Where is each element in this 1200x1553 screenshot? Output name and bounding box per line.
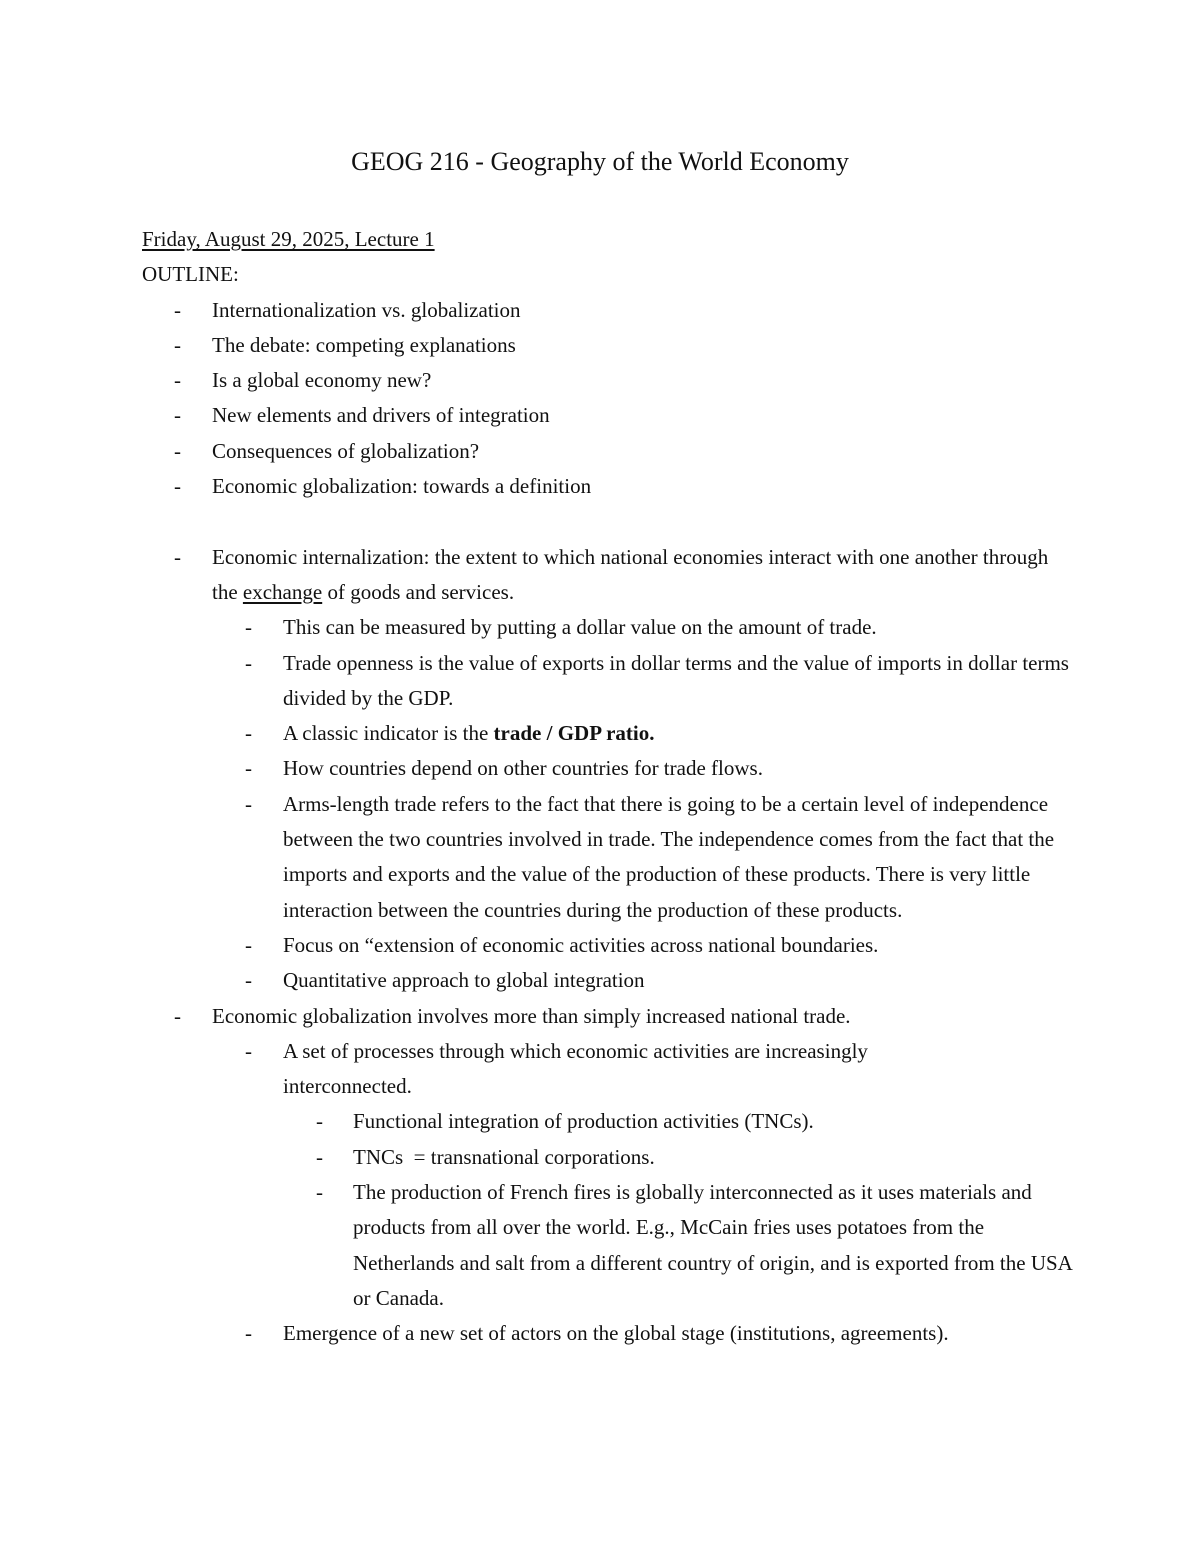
document-body — [142, 222, 1072, 1352]
bullet-dash: - — [174, 332, 181, 357]
bullet-dash: - — [245, 756, 252, 781]
bullet-dash: - — [316, 1109, 323, 1134]
note-globalization: - Economic globalization involves more than simply increased national trade. — [142, 999, 1072, 1034]
note-item: - A set of processes through which economic activities are increasingly interconnected. — [142, 1034, 1072, 1105]
note-item: - Arms-length trade refers to the fact that there is going to be a certain level of independence between the two countries involved in trade. The independence comes from the fact that the imports and exports and the value of the production of these products. There is very little interaction between the countries during the production of these products. — [142, 787, 1072, 928]
bullet-dash: - — [245, 968, 252, 993]
bullet-dash: - — [316, 1180, 323, 1205]
note-item: - Quantitative approach to global integration — [142, 963, 1072, 998]
bullet-dash: - — [174, 474, 181, 499]
outline-item: - The debate: competing explanations — [142, 328, 1072, 363]
note-item: - Emergence of a new set of actors on the global stage (institutions, agreements). — [142, 1316, 1072, 1351]
bullet-dash: - — [245, 791, 252, 816]
bullet-dash: - — [245, 1038, 252, 1063]
note-item: - This can be measured by putting a dollar value on the amount of trade. — [142, 610, 1072, 645]
bullet-dash: - — [174, 403, 181, 428]
note-item: - Focus on “extension of economic activities across national boundaries. — [142, 928, 1072, 963]
outline-item: - New elements and drivers of integration — [142, 398, 1072, 433]
note-subitem: - TNCs = transnational corporations. — [142, 1140, 1072, 1175]
document-title: GEOG 216 - Geography of the World Economy — [351, 147, 849, 176]
bullet-dash: - — [174, 438, 181, 463]
spacer — [142, 504, 1072, 539]
note-item: - Trade openness is the value of exports in dollar terms and the value of imports in dollar terms divided by the GDP. — [142, 646, 1072, 717]
note-internalization: - Economic internalization: the extent to which national economies interact with one another through the exchange of goods and services. — [142, 540, 1072, 611]
note-item: - A classic indicator is the trade / GDP ratio. — [142, 716, 1072, 751]
note-item: - How countries depend on other countries for trade flows. — [142, 751, 1072, 786]
bullet-dash: - — [316, 1144, 323, 1169]
bullet-dash: - — [245, 932, 252, 957]
bold-term: trade / GDP ratio. — [493, 721, 655, 746]
outline-label: OUTLINE: — [142, 262, 239, 287]
outline-item: - Economic globalization: towards a definition — [142, 469, 1072, 504]
bullet-dash: - — [245, 650, 252, 675]
outline-item: - Consequences of globalization? — [142, 434, 1072, 469]
bullet-dash: - — [174, 368, 181, 393]
bullet-dash: - — [174, 1003, 181, 1028]
outline-item: - Internationalization vs. globalization — [142, 293, 1072, 328]
bullet-dash: - — [245, 1321, 252, 1346]
bullet-dash: - — [174, 297, 181, 322]
bullet-dash: - — [245, 615, 252, 640]
lecture-date: Friday, August 29, 2025, Lecture 1 — [142, 227, 435, 251]
note-subitem: - The production of French fires is globally interconnected as it uses materials and products from all over the world. E.g., McCain fries uses potatoes from the Netherlands and salt from a different country of origin, and is exported from the USA or Canada. — [142, 1175, 1072, 1316]
outline-item: - Is a global economy new? — [142, 363, 1072, 398]
bullet-dash: - — [245, 721, 252, 746]
note-subitem: - Functional integration of production activities (TNCs). — [142, 1104, 1072, 1139]
underlined-term: exchange — [242, 579, 323, 604]
bullet-dash: - — [174, 544, 181, 569]
